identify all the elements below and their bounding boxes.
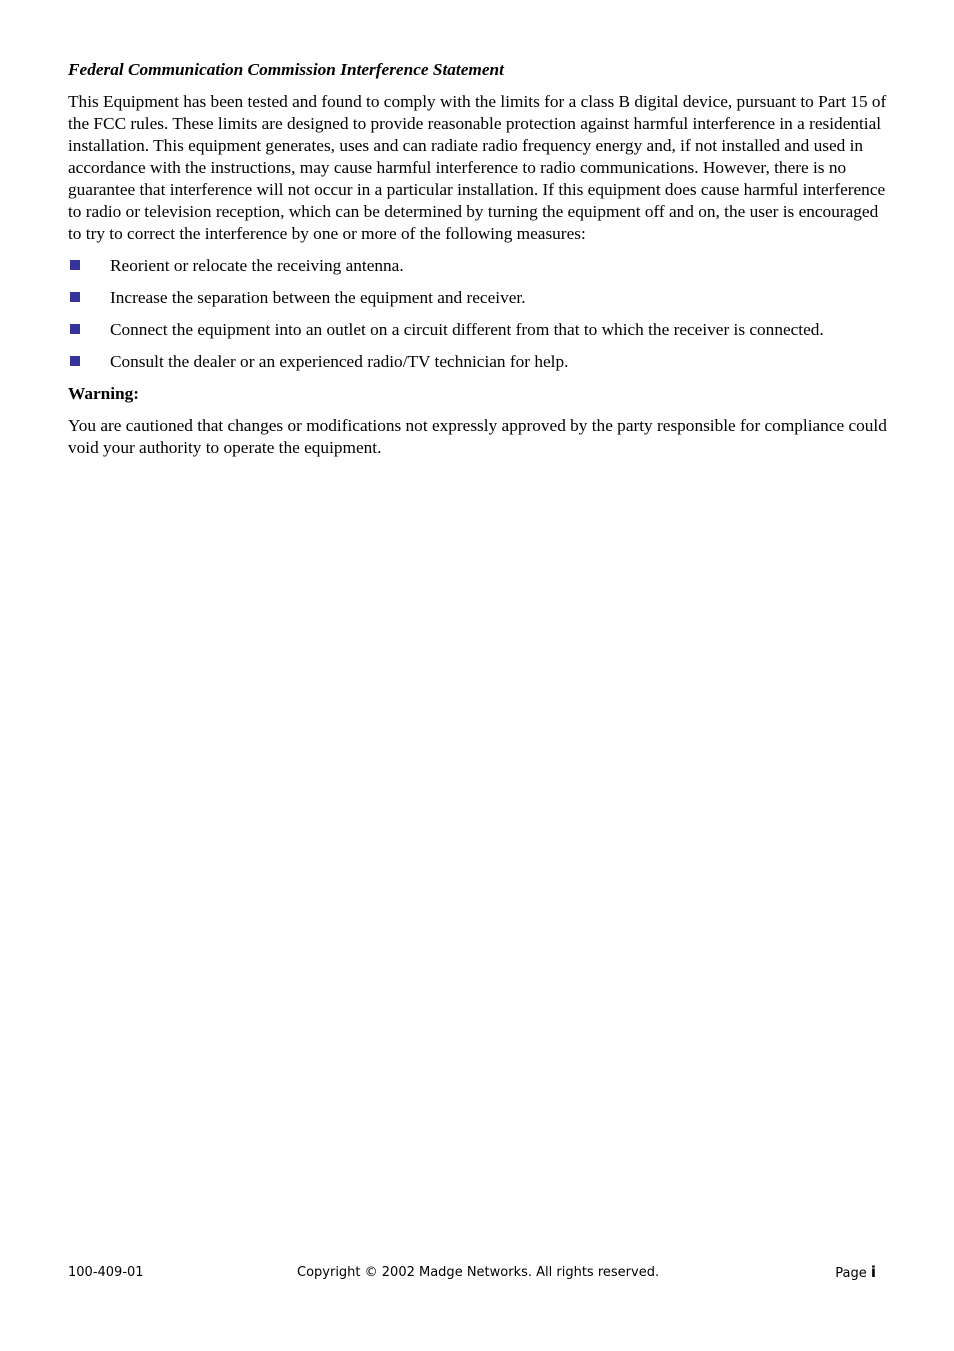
warning-text: You are cautioned that changes or modifications not expressly approved by the party responsible for compliance could void your authority to operate the equipment. bbox=[68, 416, 887, 457]
document-body bbox=[68, 58, 888, 469]
page-footer bbox=[68, 1265, 876, 1285]
square-bullet-icon bbox=[70, 292, 80, 302]
measures-list bbox=[68, 255, 888, 373]
page-label: Page bbox=[835, 1266, 867, 1281]
list-item-text: Increase the separation between the equipment and receiver. bbox=[110, 288, 526, 307]
list-item bbox=[68, 287, 888, 309]
doc-number: 100-409-01 bbox=[68, 1265, 144, 1280]
copyright-notice: Copyright © 2002 Madge Networks. All rights reserved. bbox=[297, 1265, 660, 1280]
list-item bbox=[68, 319, 888, 341]
square-bullet-icon bbox=[70, 356, 80, 366]
warning-label: Warning: bbox=[68, 384, 140, 403]
list-item bbox=[68, 255, 888, 277]
section-heading: Federal Communication Commission Interference Statement bbox=[68, 60, 504, 79]
list-item bbox=[68, 351, 888, 373]
list-item-text: Reorient or relocate the receiving antenna. bbox=[110, 256, 404, 275]
list-item-text: Consult the dealer or an experienced radio/TV technician for help. bbox=[110, 352, 569, 371]
page-number: i bbox=[870, 1263, 876, 1281]
intro-paragraph: This Equipment has been tested and found to comply with the limits for a class B digital device, pursuant to Part 15 of the FCC rules. These limits are designed to provide reasonable protection against harmful interference in a residential installation. This equipment generates, uses and can radiate radio frequency energy and, if not installed and used in accordance with the instructions, may cause harmful interference to radio communications. However, there is no guarantee that interference will not occur in a particular installation. If this equipment does cause harmful interference to radio or television reception, which can be determined by turning the equipment off and on, the user is encouraged to try to correct the interference by one or more of the following measures: bbox=[68, 92, 887, 243]
list-item-text: Connect the equipment into an outlet on a circuit different from that to which the receiver is connected. bbox=[110, 320, 824, 339]
square-bullet-icon bbox=[70, 324, 80, 334]
page-indicator bbox=[835, 1263, 876, 1281]
square-bullet-icon bbox=[70, 260, 80, 270]
